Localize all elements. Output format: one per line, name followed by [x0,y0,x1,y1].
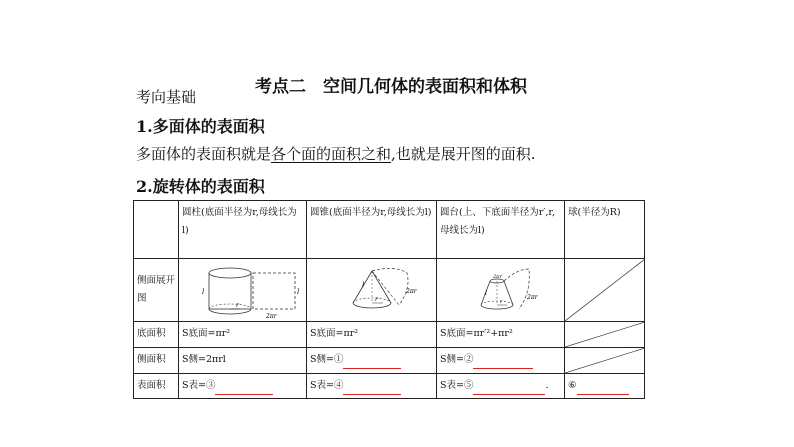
cylinder-total-text: S表=③ [182,380,216,391]
frustum-2pr-label: 2πr [527,294,538,301]
section2-heading: 2.旋转体的表面积 [136,177,265,196]
header-sphere: 球(半径为R) [565,201,645,259]
para-text-after: ,也就是展开图的面积. [391,145,536,163]
frustum-base-area: S底面=πr′²+πr² [437,322,565,348]
cyl-r-label: r [236,302,239,309]
cone-lateral-area [307,348,437,374]
row-label-lateral: 侧面积 [134,348,179,374]
frustum-l-label: l [485,290,487,297]
rotation-solids-table [133,200,645,399]
cone-2pr-label: 2πr [406,288,417,295]
header-cylinder: 圆柱(底面半径为r,母线长为l) [179,201,307,259]
cone-total-text: S表=④ [310,380,344,391]
blank-2 [473,357,533,369]
cyl-l2-label: l [297,288,300,296]
subtitle: 考向基础 [136,88,197,106]
cyl-l-label: l [202,288,205,296]
section1-paragraph [136,143,536,164]
header-blank-cell [134,201,179,259]
sphere-total-area [565,374,645,399]
cone-total-area [307,374,437,399]
row-label-base: 底面积 [134,322,179,348]
cone-l-label: l [362,281,365,289]
frustum-lateral-area [437,348,565,374]
row-label-total: 表面积 [134,374,179,399]
header-frustum: 圆台(上、下底面半径为r′,r,母线长为l) [437,201,565,259]
para-text-before: 多面体的表面积就是 [136,145,272,163]
blank-6 [577,383,629,395]
sphere-total-text: ⑥ [568,380,577,391]
page-title: 考点二 空间几何体的表面积和体积 [255,77,527,97]
sphere-net-diagonal [565,259,645,321]
sphere-base-diagonal [565,322,645,347]
frustum-2pr1-label: 2πr′ [493,274,503,280]
frustum-r-label: r [500,299,503,305]
table-row-net [134,259,645,322]
section1-heading: 1.多面体的表面积 [136,117,265,136]
cone-net-cell [307,259,437,322]
frustum-total-period: . [545,380,549,391]
frustum-total-text: S表=⑤ [440,380,474,391]
frustum-net-diagram [437,259,565,321]
sphere-net-blank-cell [565,259,645,322]
sphere-lateral-blank [565,348,645,374]
cylinder-base-area: S底面=πr² [179,322,307,348]
frustum-net-cell [437,259,565,322]
cone-r-label: r [375,296,378,303]
cyl-2pr-label: 2πr [266,313,277,320]
blank-3 [215,383,273,395]
row-label-net: 侧面展开图 [134,259,179,322]
table-header-row [134,201,645,259]
table-row-base [134,322,645,348]
header-cone: 圆锥(底面半径为r,母线长为l) [307,201,437,259]
table-row-total [134,374,645,399]
cylinder-lateral-area: S侧=2πrl [179,348,307,374]
cone-base-area: S底面=πr² [307,322,437,348]
frustum-total-area [437,374,565,399]
cylinder-net-cell [179,259,307,322]
frustum-lateral-text: S侧=② [440,354,474,365]
blank-1 [343,357,401,369]
cone-net-diagram [307,259,437,321]
table-row-lateral [134,348,645,374]
sphere-base-blank [565,322,645,348]
para-underlined-answer: 各个面的面积之和 [271,145,392,163]
cylinder-total-area [179,374,307,399]
cylinder-net-diagram [179,259,307,321]
sphere-lateral-diagonal [565,348,645,373]
blank-5 [473,383,545,395]
cone-lateral-text: S侧=① [310,354,344,365]
blank-4 [343,383,401,395]
